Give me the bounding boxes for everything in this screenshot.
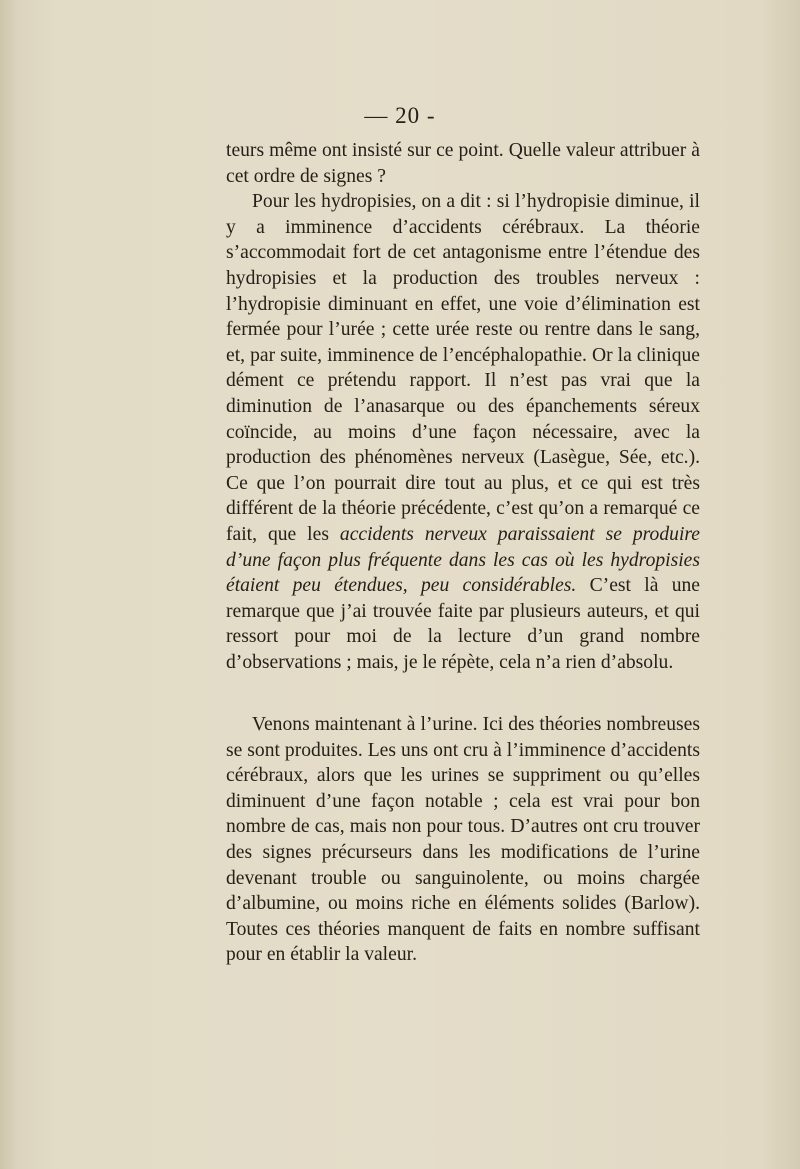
text-block-lower [226, 712, 700, 968]
paragraph-urine: Venons maintenant à l’urine. Ici des théories nombreuses se sont produites. Les uns ont cru à l’imminence d’accidents cérébraux, alors que les urines se suppriment ou qu’elles diminuent d’une façon notable ; cela est vrai pour bon nombre de cas, mais non pour tous. D’autres ont cru trouver des signes précurseurs dans les modifications de l’urine devenant trouble ou sanguinolente, ou moins chargée d’albumine, ou moins riche en éléments solides (Barlow). Toutes ces théories manquent de faits en nombre suffisant pour en établir la valeur. [226, 714, 700, 966]
paragraph-continued: teurs même ont insisté sur ce point. Quelle valeur attribuer à cet ordre de signes ? [226, 140, 700, 187]
page-number: — 20 - [364, 103, 436, 128]
paragraph-text: Pour les hydropisies, on a dit : si l’hydropisie diminue, il y a imminence d’accidents cérébraux. La théorie s’accommodait fort de cet antagonisme entre l’étendue des hydropisies et la production des troubles nerveux : l’hydropisie diminuant en effet, une voie d’élimination est fermée pour l’urée ; cette urée reste ou rentre dans le sang, et, par suite, imminence de l’encéphalopathie. Or la clinique dément ce prétendu rapport. Il n’est pas vrai que la diminution de l’anasarque ou des épanchements séreux coïncide, au moins d’une façon nécessaire, avec la production des phénomènes nerveux (Lasègue, Sée, etc.). Ce que l’on pourrait dire tout au plus, et ce qui est très différent de la théorie précédente, c’est qu’on a remarqué ce fait, que les [226, 191, 700, 545]
italic-quote: accidents nerveux paraissaient se produire d’une façon plus fréquente dans les cas où les hydropisies étaient peu étendues, peu considérables. [226, 523, 700, 597]
paragraph-hydropisies [226, 189, 700, 675]
paragraph-text: C’est là une remarque que j’ai trouvée faite par plusieurs auteurs, et qui ressort pour moi de la lecture d’un grand nombre d’observations ; mais, je le répète, cela n’a rien d’absolu. [226, 575, 700, 673]
text-block-upper [226, 138, 700, 675]
